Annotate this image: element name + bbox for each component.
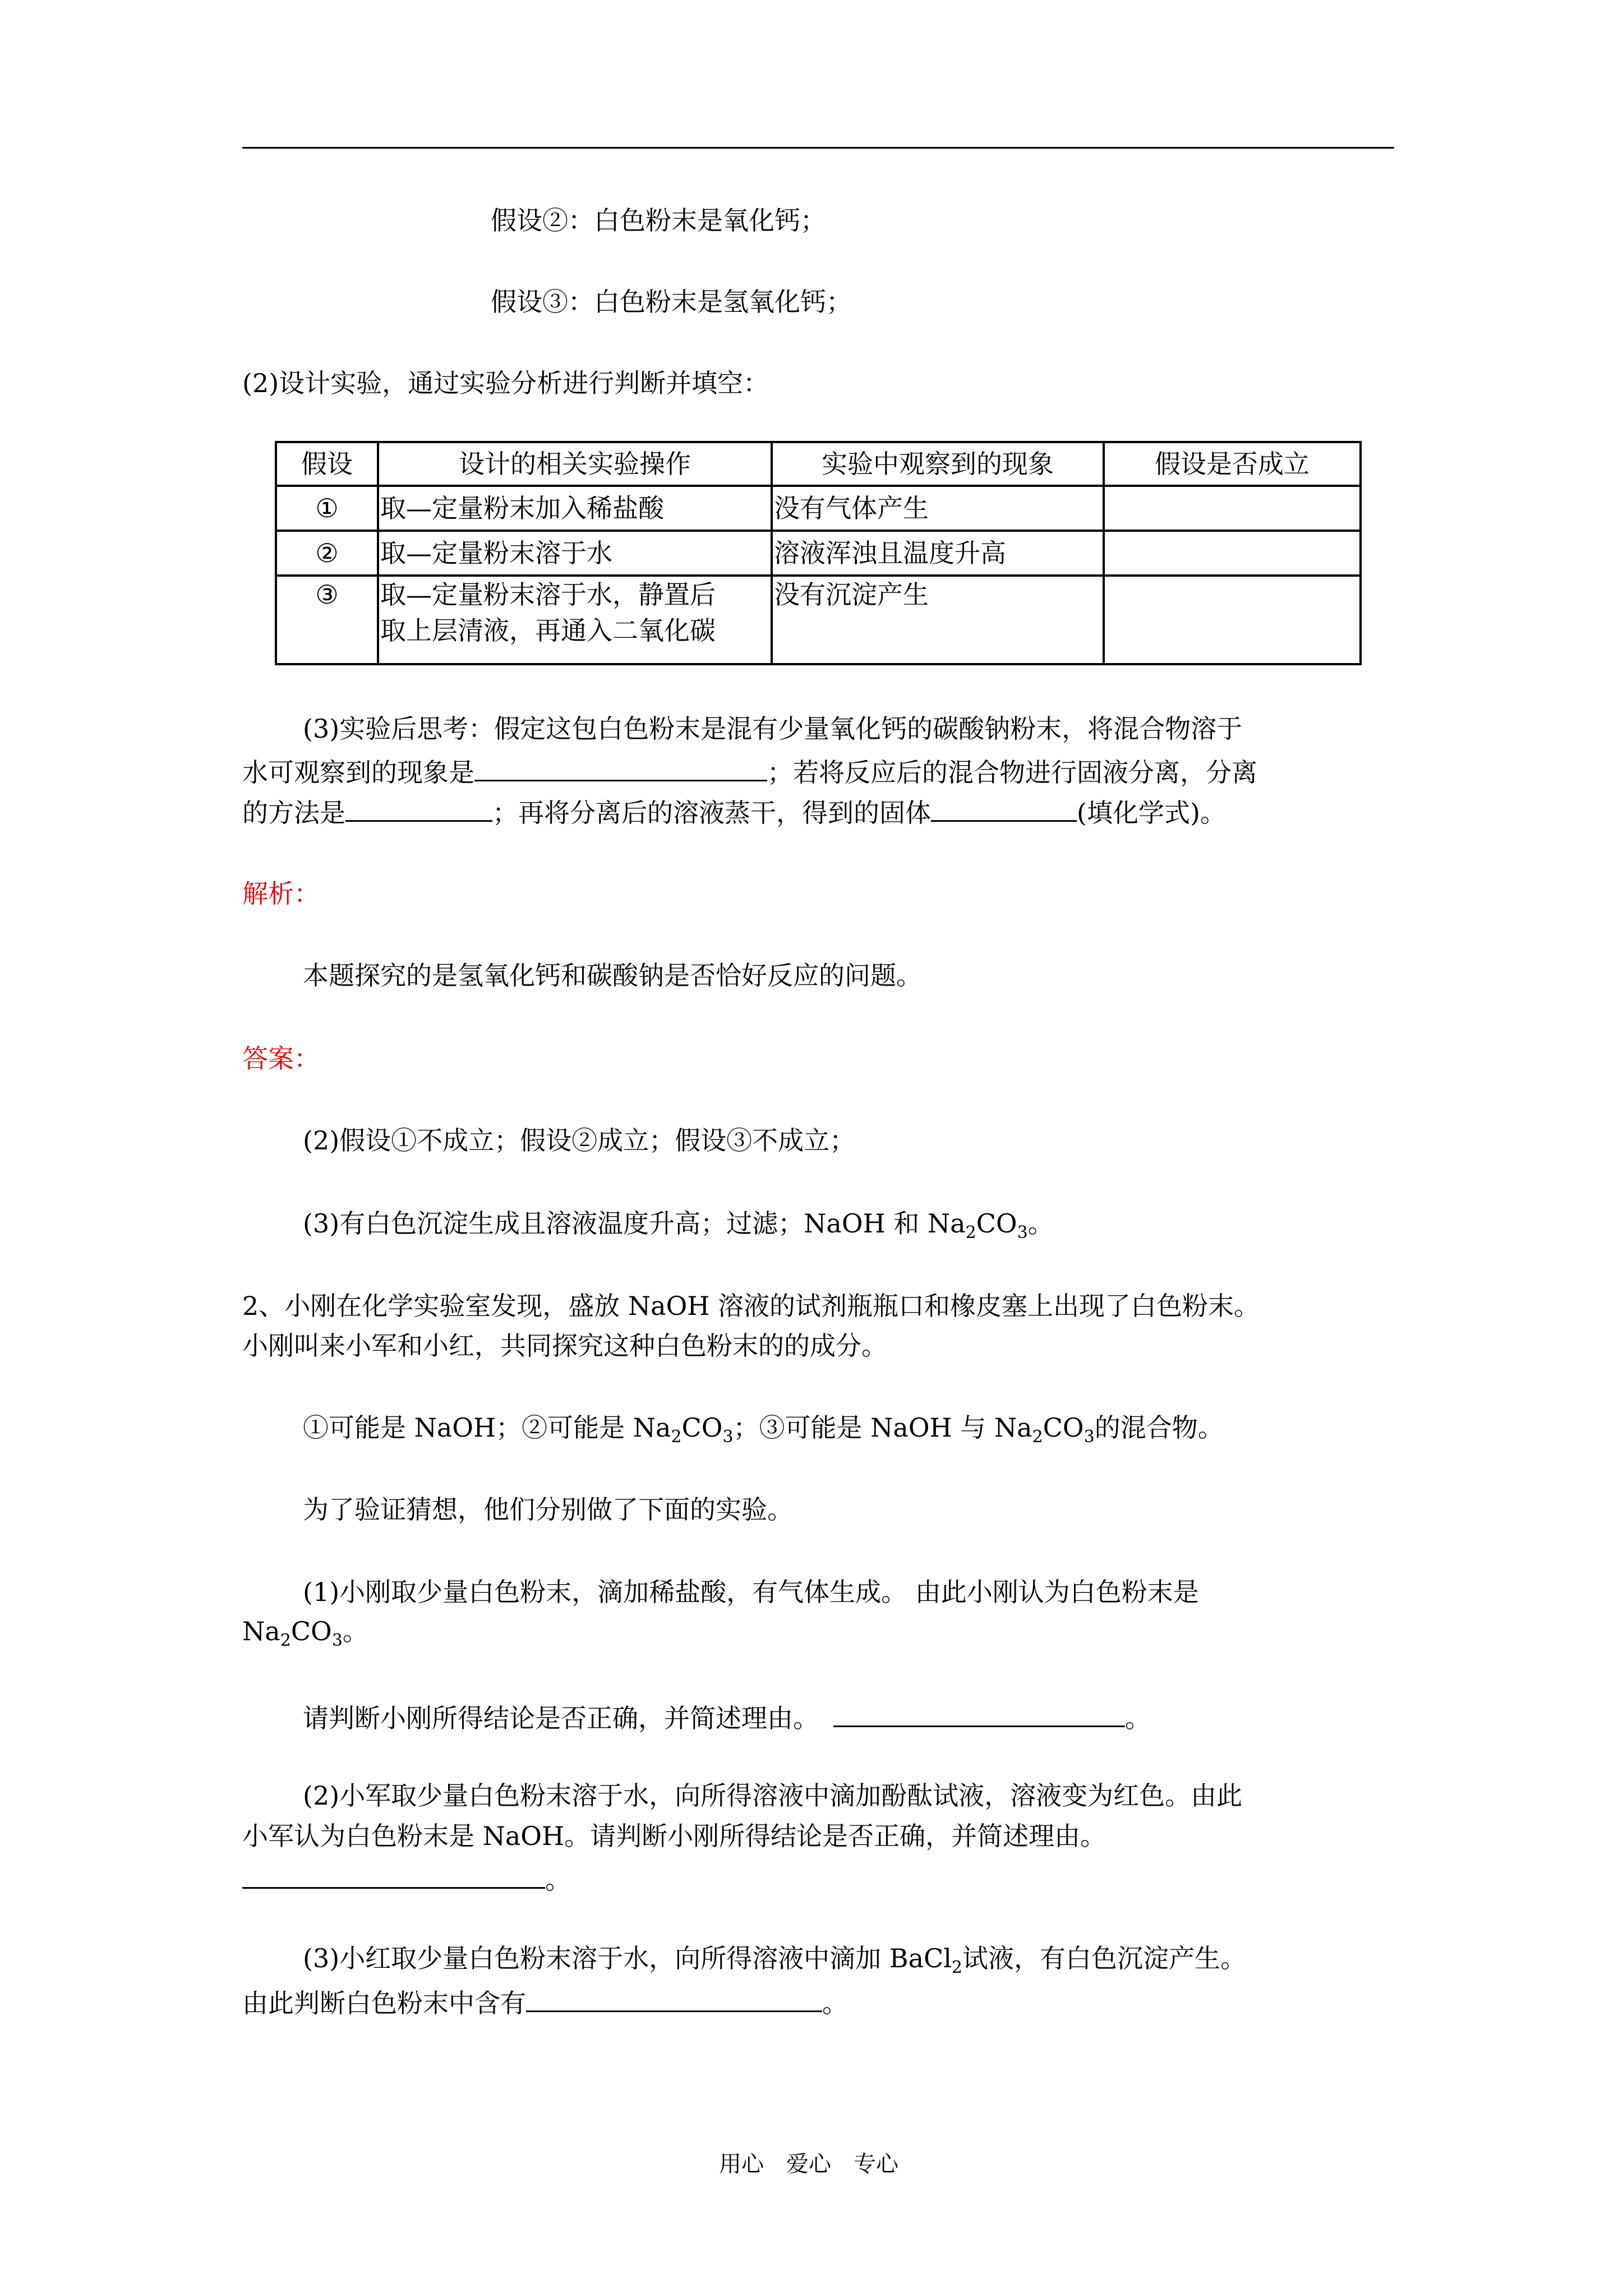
verify-text: 为了验证猜想，他们分别做了下面的实验。 (303, 1494, 793, 1525)
subscript: 3 (1017, 1223, 1028, 1243)
result-cell (1104, 576, 1361, 664)
operation-cell: 取—定量粉末溶于水 (378, 531, 772, 576)
answer-line-2 (303, 1208, 1054, 1243)
answer-label: 答案： (242, 1043, 320, 1074)
guess-text: 的混合物。 (1094, 1412, 1224, 1443)
experiment-3-line-2 (242, 1986, 848, 2016)
header-cell: 设计的相关实验操作 (378, 442, 772, 486)
table-row (276, 486, 1361, 531)
observation-cell: 溶液浑浊且温度升高 (772, 531, 1104, 576)
formula-text: Na (242, 1616, 280, 1646)
q3-text: 水可观察到的现象是 (242, 757, 474, 788)
answer-blank (931, 795, 1077, 822)
question-text: 。 (1125, 1703, 1151, 1733)
q3-line-3 (242, 795, 1226, 826)
result-cell (1104, 531, 1361, 576)
question-text: 。 (545, 1865, 571, 1895)
experiment-text: 。 (822, 1988, 848, 2018)
operation-line-1: 取—定量粉末溶于水，静置后 (380, 579, 716, 610)
subscript: 3 (722, 1427, 734, 1447)
experiment-text: (3)小红取少量白色粉末溶于水，向所得溶液中滴加 BaCl (303, 1943, 952, 1973)
guesses (303, 1412, 1224, 1447)
q3-text: (填化学式)。 (1077, 798, 1226, 828)
answer-line-1: (2)假设①不成立；假设②成立；假设③不成立； (303, 1125, 856, 1156)
experiment-1-question (303, 1701, 1151, 1731)
answer-blank (833, 1701, 1125, 1727)
subscript: 2 (671, 1427, 682, 1447)
experiment-2-line-1: (2)小军取少量白色粉末溶于水，向所得溶液中滴加酚酞试液，溶液变为红色。由此 (303, 1780, 1243, 1811)
q3-line-2 (242, 755, 1257, 788)
operation-cell: 取—定量粉末加入稀盐酸 (378, 486, 772, 531)
experiment-table (275, 441, 1362, 665)
q3-text: 的方法是 (242, 798, 345, 828)
experiment-2-line-2: 小军认为白色粉末是 NaOH。请判断小刚所得结论是否正确，并简述理由。 (242, 1821, 1106, 1851)
guess-text: ；③可能是 NaOH 与 Na (733, 1412, 1032, 1443)
experiment-text: 试液，有白色沉淀产生。 (962, 1943, 1247, 1973)
table-header-row (276, 442, 1361, 486)
subscript: 2 (280, 1631, 291, 1650)
hypothesis-cell: ② (276, 531, 378, 576)
hypothesis-cell: ③ (276, 576, 378, 664)
hypothesis-3: 假设③：白色粉末是氢氧化钙； (491, 287, 852, 317)
table-row (276, 531, 1361, 576)
subscript: 3 (331, 1631, 343, 1650)
table-row (276, 576, 1361, 664)
problem-2-line-1: 2、小刚在化学实验室发现，盛放 NaOH 溶液的试剂瓶瓶口和橡皮塞上出现了白色粉末。 (242, 1291, 1260, 1321)
formula-text: CO (291, 1616, 332, 1646)
answer-blank (474, 755, 767, 781)
observation-cell: 没有沉淀产生 (772, 576, 1104, 664)
hypothesis-cell: ① (276, 486, 378, 531)
q3-text: ；再将分离后的溶液蒸干，得到的固体 (492, 798, 931, 828)
experiment-1-line-1: (1)小刚取少量白色粉末，滴加稀盐酸，有气体生成。 由此小刚认为白色粉末是 (303, 1577, 1199, 1607)
subscript: 2 (951, 1958, 963, 1977)
header-cell: 假设 (276, 442, 378, 486)
operation-line-2: 取上层清液，再通入二氧化碳 (380, 615, 716, 646)
analysis-text: 本题探究的是氢氧化钙和碳酸钠是否恰好反应的问题。 (303, 960, 922, 991)
answer-blank (345, 795, 492, 822)
header-cell: 实验中观察到的现象 (772, 442, 1104, 486)
subscript: 2 (965, 1223, 976, 1243)
answer-text: 。 (1027, 1208, 1054, 1239)
q3-text: ；若将反应后的混合物进行固液分离，分离 (767, 757, 1257, 788)
q3-line-1: (3)实验后思考：假定这包白色粉末是混有少量氧化钙的碳酸钠粉末，将混合物溶于 (303, 714, 1243, 744)
page-footer: 用心 爱心 专心 (719, 2151, 898, 2177)
observation-cell: 没有气体产生 (772, 486, 1104, 531)
subscript: 3 (1083, 1427, 1095, 1447)
experiment-text: 由此判断白色粉末中含有 (242, 1988, 526, 2018)
question-2-intro: (2)设计实验，通过实验分析进行判断并填空： (242, 368, 769, 398)
hypothesis-2: 假设②：白色粉末是氧化钙； (491, 205, 826, 236)
question-text: 请判断小刚所得结论是否正确，并简述理由。 (303, 1703, 819, 1733)
guess-text: CO (1043, 1412, 1084, 1443)
answer-text: CO (976, 1208, 1017, 1239)
result-cell (1104, 486, 1361, 531)
guess-text: CO (681, 1412, 723, 1443)
header-rule (242, 147, 1394, 149)
formula-text: 。 (342, 1616, 368, 1646)
header-cell: 假设是否成立 (1104, 442, 1361, 486)
operation-cell (378, 576, 772, 664)
experiment-1-line-2 (242, 1616, 368, 1650)
guess-text: ①可能是 NaOH；②可能是 Na (303, 1412, 671, 1443)
answer-blank (526, 1986, 822, 2012)
analysis-label: 解析： (242, 878, 320, 909)
problem-2-line-2: 小刚叫来小军和小红，共同探究这种白色粉末的的成分。 (242, 1331, 887, 1361)
answer-text: (3)有白色沉淀生成且溶液温度升高；过滤；NaOH 和 Na (303, 1208, 966, 1239)
answer-blank (242, 1862, 545, 1889)
subscript: 2 (1032, 1427, 1043, 1447)
experiment-3-line-1 (303, 1943, 1247, 1977)
experiment-2-line-3 (242, 1862, 571, 1893)
